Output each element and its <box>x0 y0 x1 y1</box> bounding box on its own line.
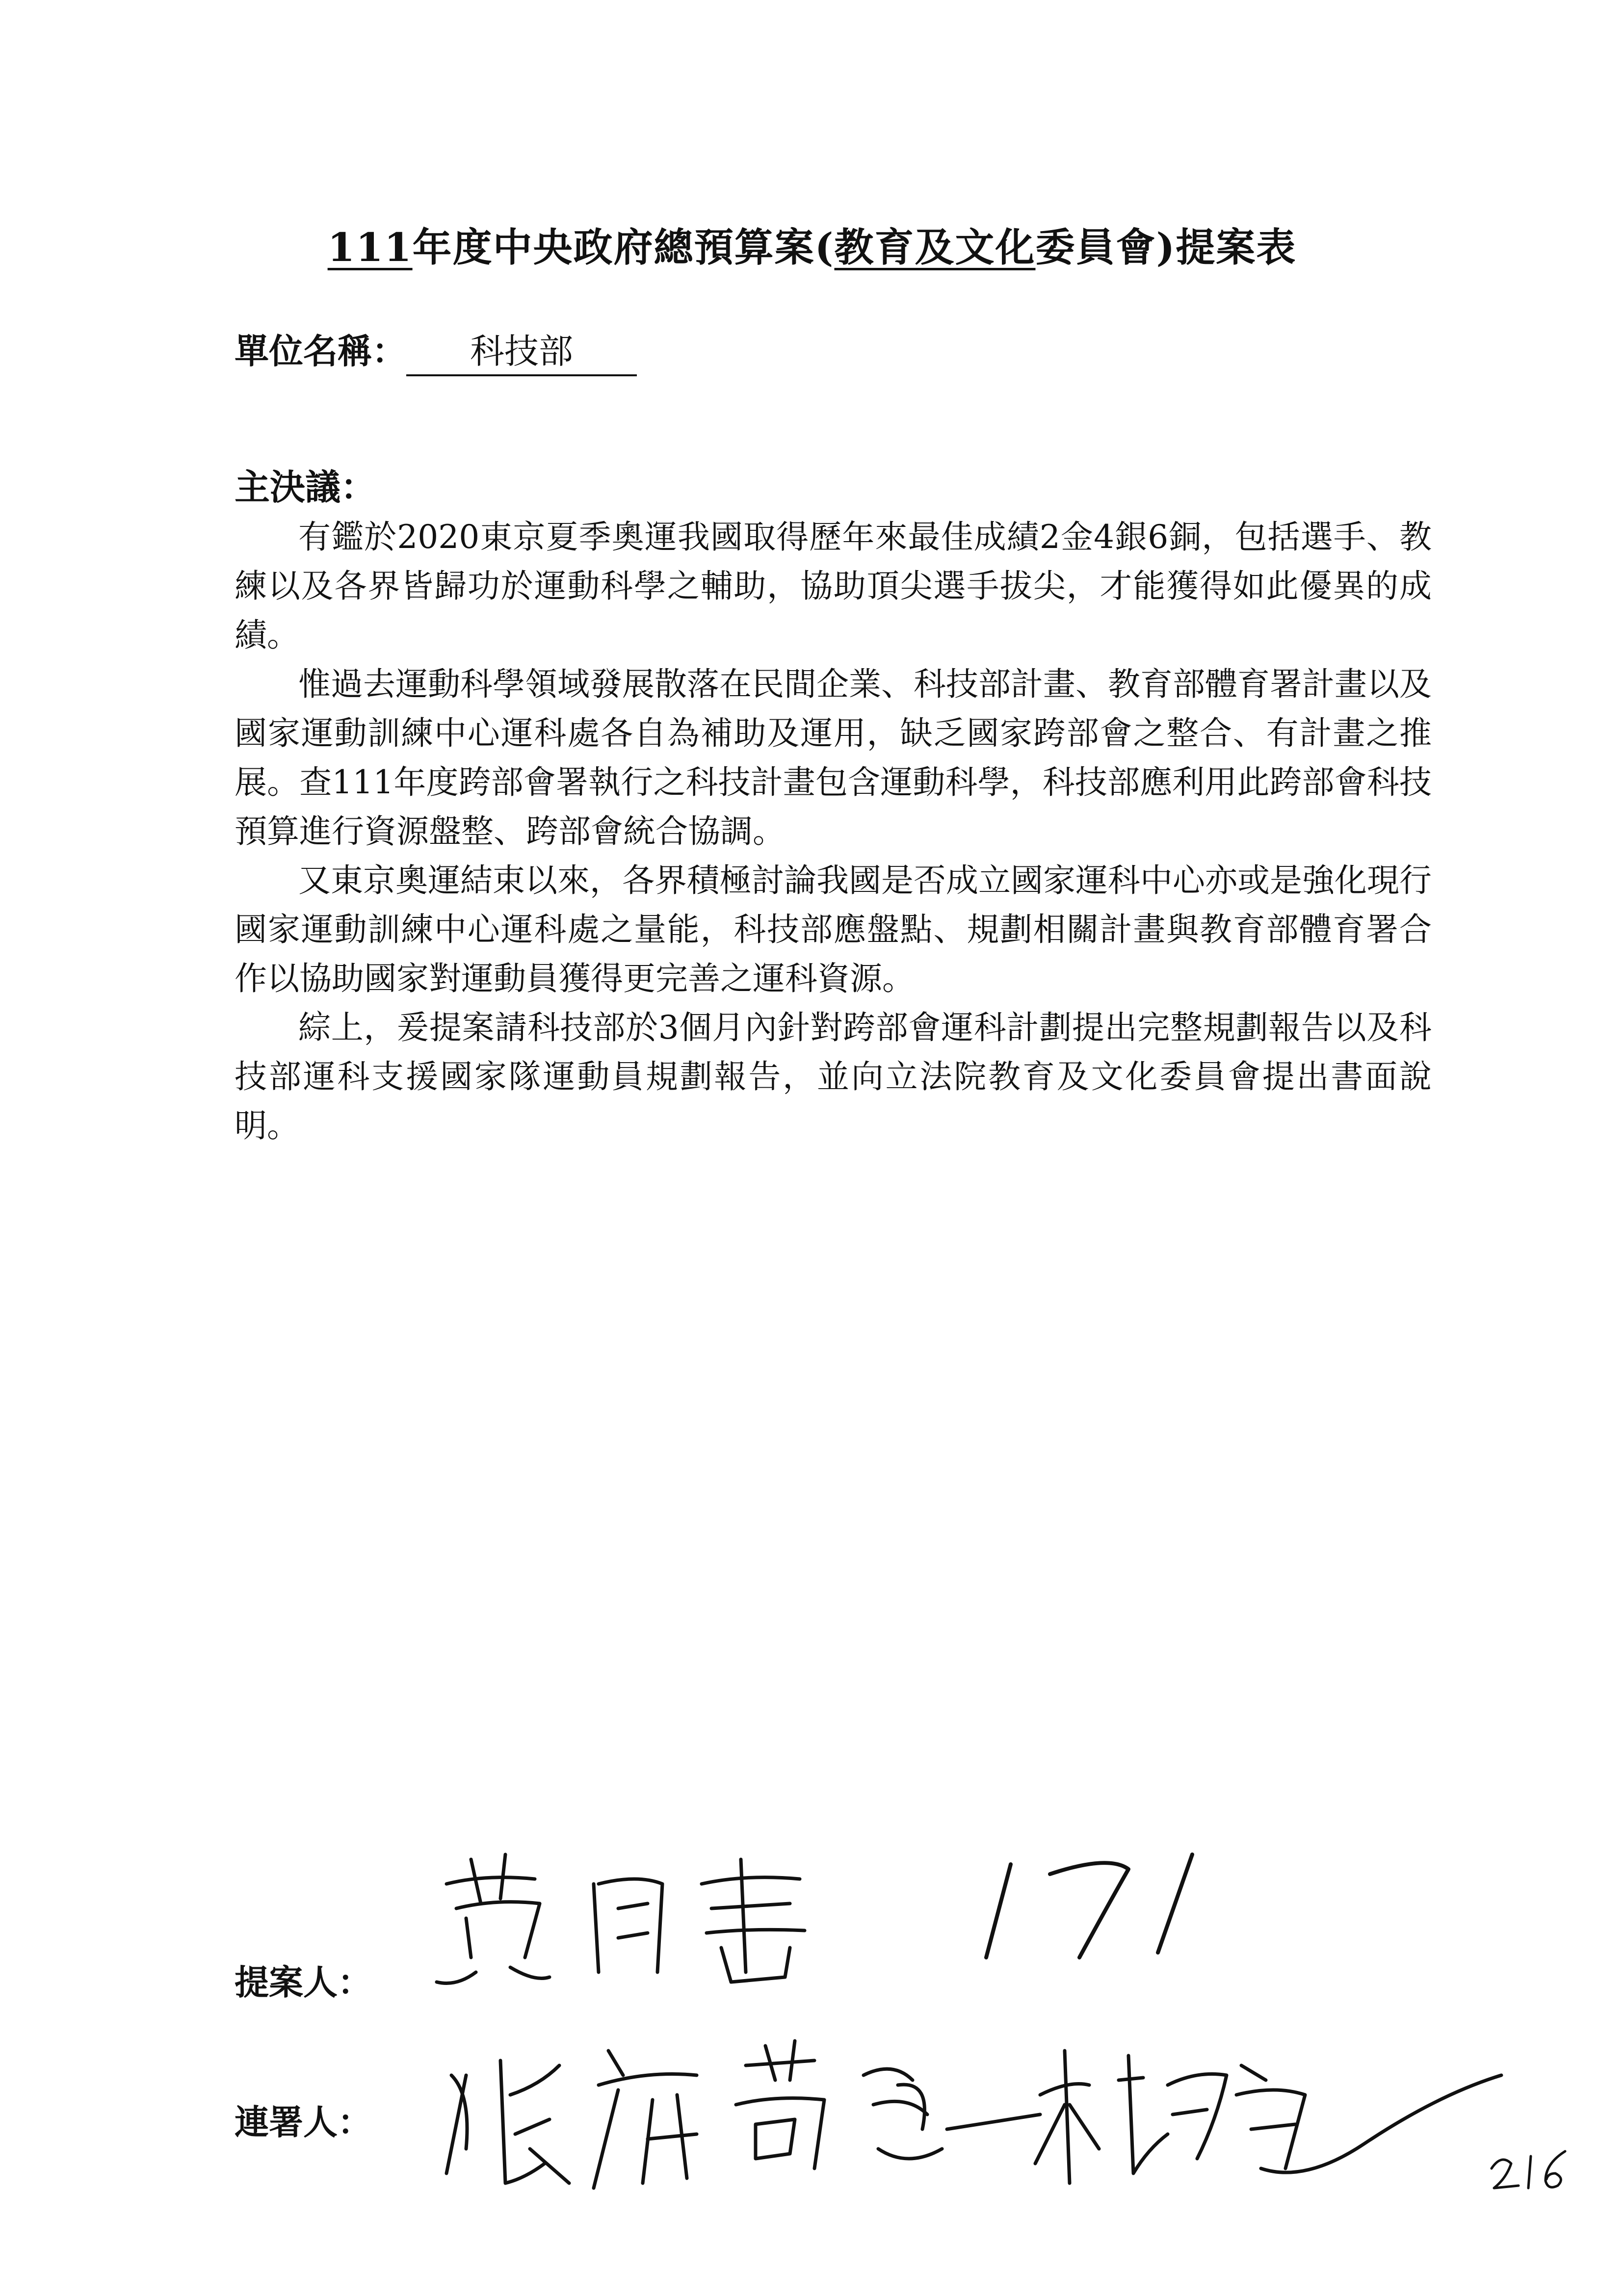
page-number <box>1487 2144 1575 2198</box>
unit-value: 科技部 <box>406 324 637 376</box>
main-resolution-heading: 主決議： <box>235 466 376 508</box>
unit-label: 單位名稱： <box>235 331 406 371</box>
handwritten-number <box>981 1845 1227 1967</box>
cosigner-label: 連署人： <box>235 2102 372 2142</box>
title-part2: 委員會)提案表 <box>1035 224 1297 270</box>
title-committee: 教育及文化 <box>834 224 1036 270</box>
unit-row <box>235 324 637 376</box>
proposer-signature <box>427 1825 868 1987</box>
paragraph-3: 又東京奧運結束以來，各界積極討論我國是否成立國家運科中心亦或是強化現行國家運動訓練中心運科處之量能，科技部應盤點、規劃相關計畫與教育部體育署合作以協助國家對運動員獲得更完善之運科資源。 <box>235 861 1432 997</box>
paragraph-1: 有鑑於2020東京夏季奧運我國取得歷年來最佳成績2金4銀6銅，包括選手、教練以及各界皆歸功於運動科學之輔助，協助頂尖選手拔尖，才能獲得如此優異的成績。 <box>235 518 1432 654</box>
paragraph-4: 綜上，爰提案請科技部於3個月內針對跨部會運科計劃提出完整規劃報告以及科技部運科支援國家隊運動員規劃報告，並向立法院教育及文化委員會提出書面說明。 <box>235 1009 1432 1145</box>
cosigner-signatures <box>432 2021 1511 2208</box>
title-part1: 年度中央政府總預算案( <box>412 224 835 270</box>
proposer-label: 提案人： <box>235 1962 372 2003</box>
resolution-body <box>235 513 1432 1150</box>
paragraph-2: 惟過去運動科學領域發展散落在民間企業、科技部計畫、教育部體育署計畫以及國家運動訓練中心運科處各自為補助及運用，缺乏國家跨部會之整合、有計畫之推展。查111年度跨部會署執行之科技計畫包含運動科學，科技部應利用此跨部會科技預算進行資源盤整、跨部會統合協調。 <box>235 665 1432 850</box>
page-title <box>0 216 1624 272</box>
title-year: 111 <box>327 224 413 270</box>
